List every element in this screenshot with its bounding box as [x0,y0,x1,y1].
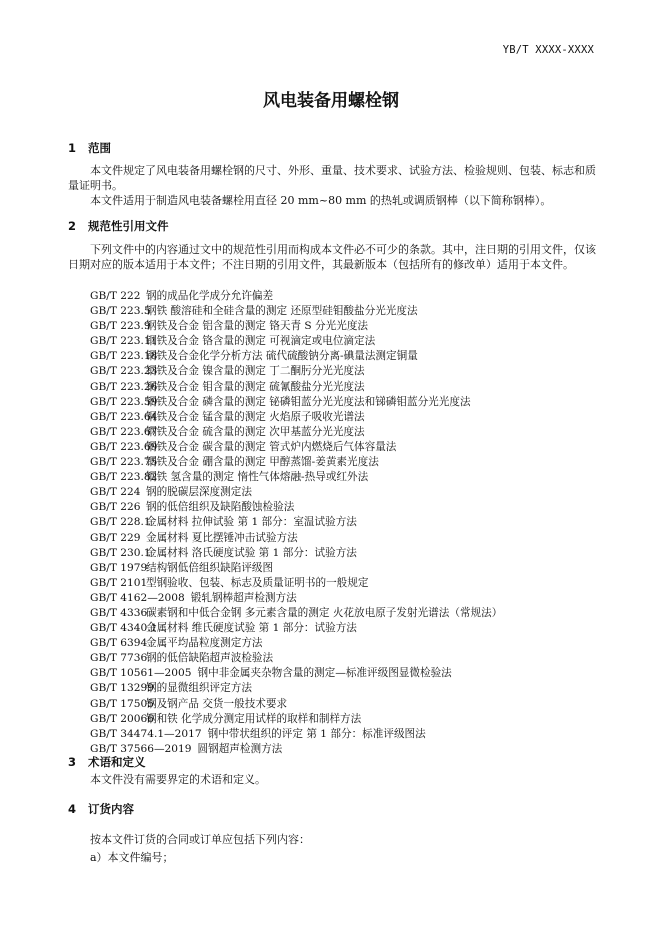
reference-item [90,606,502,621]
reference-code: GB/T 223.11 [90,335,158,348]
reference-code: GB/T 226 [90,501,141,514]
section-number: 3 [68,755,77,769]
reference-item [90,364,502,379]
section-1-paragraph-2: 本文件适用于制造风电装备螺栓用直径 20 mm~80 mm 的热轧或调质钢棒（以下简称钢棒）。 [90,194,552,207]
reference-title: 钢中非金属夹杂物含量的测定—标准评级图显微检验法 [197,667,452,680]
reference-item [90,621,502,636]
reference-item [90,349,502,364]
reference-code: GB/T 223.64 [90,410,158,423]
reference-title: 钢的脱碳层深度测定法 [146,486,252,499]
reference-item [90,334,502,349]
reference-code: GB/T 1979 [90,561,148,574]
section-4-heading [68,801,134,817]
reference-item [90,395,502,410]
reference-item [90,485,502,500]
reference-item [90,697,502,712]
reference-item [90,440,502,455]
reference-title: 钢的显微组织评定方法 [146,682,252,695]
reference-title: 钢铁 酸溶硅和全硅含量的测定 还原型硅钼酸盐分光光度法 [146,305,418,318]
reference-code: GB/T 223.18 [90,350,158,363]
reference-item [90,636,502,651]
reference-code: GB/T 230.1 [90,546,151,559]
reference-item [90,666,502,681]
reference-item [90,455,502,470]
reference-item [90,561,502,576]
section-number: 1 [68,141,77,155]
reference-title: 钢和铁 化学成分测定用试样的取样和制样方法 [146,712,362,725]
reference-title: 钢铁及合金化学分析方法 硫代硫酸钠分离-碘量法测定铜量 [146,350,418,363]
reference-code: GB/T 223.9 [90,320,151,333]
reference-list [90,289,502,757]
reference-title: 金属材料 洛氏硬度试验 第 1 部分：试验方法 [146,546,357,559]
reference-item [90,727,502,742]
section-number: 4 [68,802,77,816]
reference-title: 型钢验收、包装、标志及质量证明书的一般规定 [146,576,369,589]
reference-item [90,304,502,319]
section-1-paragraph-1: 本文件规定了风电装备用螺栓钢的尺寸、外形、重量、技术要求、试验方法、检验规则、包装、标志和质量证明书。 [68,164,596,192]
section-title: 范围 [88,141,111,155]
reference-item [90,319,502,334]
reference-item [90,591,502,606]
reference-title: 钢的低倍缺陷超声波检验法 [146,652,274,665]
reference-item [90,515,502,530]
reference-title: 钢及钢产品 交货一般技术要求 [146,697,288,710]
reference-code: GB/T 224 [90,486,141,499]
reference-item [90,289,502,304]
reference-item [90,500,502,515]
reference-title: 金属材料 拉伸试验 第 1 部分：室温试验方法 [146,516,357,529]
reference-item [90,651,502,666]
reference-title: 钢铁及合金 铝含量的测定 铬天青 S 分光光度法 [146,320,369,333]
section-title: 规范性引用文件 [88,219,169,233]
reference-code: GB/T 228.1 [90,516,151,529]
section-1-heading [68,140,111,156]
reference-item [90,712,502,727]
reference-title: 钢铁及合金 碳含量的测定 管式炉内燃烧后气体容量法 [146,440,397,453]
reference-item [90,742,502,757]
reference-title: 结构钢低倍组织缺陷评级图 [146,561,274,574]
standard-number: YB/T XXXX-XXXX [502,44,594,56]
reference-code: GB/T 222 [90,290,141,302]
reference-code: GB/T 223.69 [90,440,158,453]
reference-title: 碳素钢和中低合金钢 多元素含量的测定 火花放电原子发射光谱法（常规法） [146,606,503,619]
document-title: 风电装备用螺栓钢 [263,91,399,111]
reference-title: 钢铁及合金 锰含量的测定 火焰原子吸收光谱法 [146,410,365,423]
reference-code: GB/T 20066 [90,712,154,725]
reference-item [90,576,502,591]
reference-title: 圆钢超声检测方法 [197,742,283,755]
section-3-heading [68,754,146,770]
reference-code: GB/T 13299 [90,682,154,695]
reference-code: GB/T 6394 [90,637,148,650]
reference-code: GB/T 4336 [90,606,148,619]
reference-code: GB/T 223.67 [90,425,158,438]
reference-item [90,531,502,546]
reference-item [90,470,502,485]
reference-title: 钢铁及合金 硼含量的测定 甲醇蒸馏-姜黄素光度法 [146,456,379,469]
reference-title: 钢铁及合金 铬含量的测定 可视滴定或电位滴定法 [146,335,376,348]
reference-code: GB/T 223.5 [90,305,151,318]
reference-title: 钢铁 氢含量的测定 惰性气体熔融-热导或红外法 [146,471,369,484]
reference-code: GB/T 10561—2005 [90,667,192,680]
reference-code: GB/T 2101 [90,576,148,589]
reference-code: GB/T 223.59 [90,395,158,408]
section-title: 术语和定义 [88,755,146,769]
reference-title: 锻轧钢棒超声检测方法 [190,591,297,604]
section-4-paragraph: 按本文件订货的合同或订单应包括下列内容： [90,833,310,846]
reference-title: 钢铁及合金 磷含量的测定 铋磷钼蓝分光光度法和锑磷钼蓝分光光度法 [146,395,471,408]
reference-title: 金属平均晶粒度测定方法 [146,637,263,650]
reference-title: 钢的成品化学成分允许偏差 [146,290,274,302]
reference-code: GB/T 223.82 [90,471,158,484]
reference-code: GB/T 223.75 [90,456,158,469]
reference-code: GB/T 223.23 [90,365,158,378]
reference-item [90,425,502,440]
section-3-paragraph: 本文件没有需要界定的术语和定义。 [90,773,266,786]
section-number: 2 [68,219,77,233]
reference-item [90,681,502,696]
reference-code: GB/T 229 [90,531,141,544]
reference-title: 钢铁及合金 硫含量的测定 次甲基蓝分光光度法 [146,425,365,438]
reference-title: 钢中带状组织的评定 第 1 部分：标准评级图法 [207,727,426,740]
section-title: 订货内容 [88,802,134,816]
reference-code: GB/T 7736 [90,652,148,665]
section-2-intro: 下列文件中的内容通过文中的规范性引用而构成本文件必不可少的条款。其中，注日期的引用文件，仅该日期对应的版本适用于本文件；不注日期的引用文件，其最新版本（包括所有的修改单）适用于本文件。 [68,243,596,271]
reference-title: 钢铁及合金 镍含量的测定 丁二酮肟分光光度法 [146,365,365,378]
reference-title: 钢的低倍组织及缺陷酸蚀检验法 [146,501,295,514]
section-2-heading [68,218,169,234]
reference-item [90,410,502,425]
reference-code: GB/T 4162—2008 [90,591,185,604]
reference-item [90,546,502,561]
reference-item [90,380,502,395]
reference-code: GB/T 34474.1—2017 [90,727,202,740]
reference-code: GB/T 223.26 [90,380,158,393]
reference-title: 金属材料 夏比摆锤冲击试验方法 [146,531,298,544]
reference-title: 钢铁及合金 钼含量的测定 硫氰酸盐分光光度法 [146,380,365,393]
reference-code: GB/T 17505 [90,697,154,710]
reference-title: 金属材料 维氏硬度试验 第 1 部分：试验方法 [146,622,357,635]
order-item: a）本文件编号； [90,851,174,864]
reference-code: GB/T 37566—2019 [90,742,192,755]
reference-code: GB/T 4340.1 [90,622,158,635]
